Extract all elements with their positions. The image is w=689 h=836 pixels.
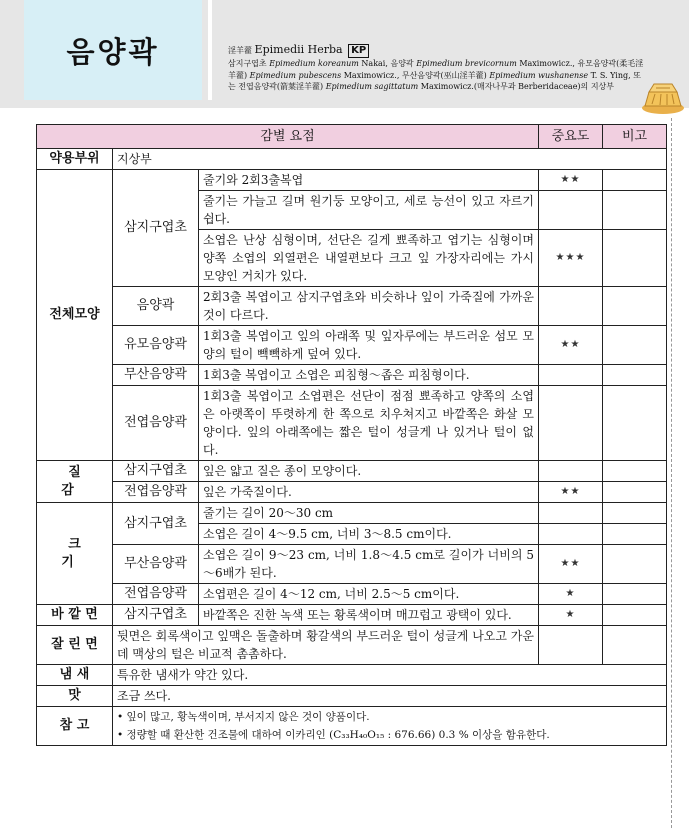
row-label-smell: 냄 새	[37, 665, 113, 686]
importance-stars: ★★	[539, 482, 603, 503]
row-label-outer: 바 깥 면	[37, 605, 113, 626]
table-row	[37, 707, 667, 746]
title-box	[24, 0, 202, 100]
remarks-cell	[603, 545, 667, 584]
table-row	[37, 149, 667, 170]
cut-text: 뒷면은 회록색이고 잎맥은 돌출하며 황갈색의 부드러운 털이 성글게 나오고 가운데 맥상의 털은 비교적 촘촘하다.	[113, 626, 539, 665]
header-remarks: 비고	[603, 125, 667, 149]
reference-notes	[113, 707, 667, 746]
binding-guide-line	[671, 118, 672, 828]
table-row	[37, 365, 667, 386]
table-row	[37, 170, 667, 191]
shape-samji-1: 줄기와 2회3출복엽	[199, 170, 539, 191]
remarks-cell	[603, 482, 667, 503]
reference-note-2: • 정량할 때 환산한 건조물에 대하여 이카리인 (C₃₃H₄₀O₁₅ : 676.66) 0.3 % 이상을 함유한다.	[117, 729, 550, 741]
importance-stars: ★★	[539, 326, 603, 365]
importance-stars: ★★★	[539, 230, 603, 287]
taste-text: 조금 쓰다.	[113, 686, 667, 707]
shape-samji-2: 줄기는 가늘고 길며 원기둥 모양이고, 세로 능선이 있고 자르기 쉽다.	[199, 191, 539, 230]
shape-yumo: 1회3출 복엽이고 잎의 아래쪽 및 잎자루에는 부드러운 섬모 모양의 털이 빽빽하게 덮여 있다.	[199, 326, 539, 365]
shape-eumyang: 2회3출 복엽이고 삼지구엽초와 비슷하나 잎이 가죽질에 가까운 것이 다르다.	[199, 287, 539, 326]
table-row	[37, 287, 667, 326]
table-row	[37, 584, 667, 605]
shape-musan: 1회3출 복엽이고 소엽은 피침형～좁은 피침형이다.	[199, 365, 539, 386]
header-main: 감별 요점	[37, 125, 539, 149]
remarks-cell	[603, 626, 667, 665]
size-species-musan: 무산음양곽	[113, 545, 199, 584]
table-row	[37, 545, 667, 584]
species-jeonyeop: 전엽음양곽	[113, 386, 199, 461]
remarks-cell	[603, 605, 667, 626]
size-jeonyeop: 소엽편은 길이 4～12 cm, 너비 2.5～5 cm이다.	[199, 584, 539, 605]
row-label-texture: 질 감	[37, 461, 113, 503]
table-header-row	[37, 125, 667, 149]
importance-stars	[539, 386, 603, 461]
texture-text: 잎은 얇고 질은 종이 모양이다.	[199, 461, 539, 482]
importance-stars: ★	[539, 605, 603, 626]
species-musan: 무산음양곽	[113, 365, 199, 386]
importance-stars	[539, 524, 603, 545]
table-row	[37, 503, 667, 524]
importance-stars	[539, 287, 603, 326]
remarks-cell	[603, 170, 667, 191]
herb-bundle-icon	[640, 78, 686, 116]
smell-text: 특유한 냄새가 약간 있다.	[113, 665, 667, 686]
herb-hanja: 淫羊藿	[228, 46, 252, 55]
kp-badge: KP	[348, 44, 369, 58]
size-samji-1: 줄기는 길이 20～30 cm	[199, 503, 539, 524]
title-divider	[208, 0, 212, 100]
remarks-cell	[603, 524, 667, 545]
importance-stars	[539, 461, 603, 482]
size-musan: 소엽은 길이 9～23 cm, 너비 1.8～4.5 cm로 길이가 너비의 5～6배가 된다.	[199, 545, 539, 584]
size-species-jeonyeop: 전엽음양곽	[113, 584, 199, 605]
table-row	[37, 605, 667, 626]
reference-note-1: • 잎이 많고, 황녹색이며, 부서지지 않은 것이 양품이다.	[117, 711, 370, 723]
table-row	[37, 686, 667, 707]
remarks-cell	[603, 461, 667, 482]
row-label-shape: 전체모양	[37, 170, 113, 461]
importance-stars	[539, 365, 603, 386]
row-label-part: 약용부위	[37, 149, 113, 170]
remarks-cell	[603, 230, 667, 287]
header-importance: 중요도	[539, 125, 603, 149]
remarks-cell	[603, 191, 667, 230]
table-row	[37, 626, 667, 665]
species-yumo: 유모음양곽	[113, 326, 199, 365]
importance-stars	[539, 626, 603, 665]
outer-text: 바깥쪽은 진한 녹색 또는 황록색이며 매끄럽고 광택이 있다.	[199, 605, 539, 626]
remarks-cell	[603, 326, 667, 365]
remarks-cell	[603, 386, 667, 461]
row-label-ref: 참 고	[37, 707, 113, 746]
herb-description	[228, 44, 648, 93]
shape-jeonyeop: 1회3출 복엽이고 소엽편은 선단이 점점 뾰족하고 양쪽의 소엽은 아랫쪽이 뚜렷하게 한 쪽으로 치우쳐지고 바깥쪽은 화살 모양이다. 잎의 아래쪽에는 짧은 털이 성글게 나 있거나 털이 없다.	[199, 386, 539, 461]
remarks-cell	[603, 503, 667, 524]
importance-stars: ★	[539, 584, 603, 605]
species-eumyang: 음양곽	[113, 287, 199, 326]
table-row	[37, 482, 667, 503]
texture-species: 삼지구엽초	[113, 461, 199, 482]
importance-stars: ★★	[539, 170, 603, 191]
species-samji: 삼지구엽초	[113, 170, 199, 287]
remarks-cell	[603, 365, 667, 386]
texture-text: 잎은 가죽질이다.	[199, 482, 539, 503]
table-row	[37, 461, 667, 482]
texture-species: 전엽음양곽	[113, 482, 199, 503]
part-value: 지상부	[113, 149, 667, 170]
row-label-size: 크 기	[37, 503, 113, 605]
importance-stars	[539, 503, 603, 524]
table-row	[37, 326, 667, 365]
remarks-cell	[603, 584, 667, 605]
remarks-cell	[603, 287, 667, 326]
row-label-cut: 잘 린 면	[37, 626, 113, 665]
identification-table	[36, 124, 667, 746]
importance-stars: ★★	[539, 545, 603, 584]
table-row	[37, 386, 667, 461]
table-row	[37, 665, 667, 686]
size-samji-2: 소엽은 길이 4～9.5 cm, 너비 3～8.5 cm이다.	[199, 524, 539, 545]
herb-latin-name: Epimedii Herba	[254, 43, 343, 56]
page-title: 음양곽	[66, 34, 160, 69]
size-species-samji: 삼지구엽초	[113, 503, 199, 545]
herb-name-line	[228, 44, 648, 58]
importance-stars	[539, 191, 603, 230]
herb-origin: 삼지구엽초 Epimedium koreanum Nakai, 음양곽 Epimedium brevicornum Maximowicz., 유모음양곽(柔毛淫羊藿) Epimedium pubescens Maximowicz., 무산음양곽(巫山淫羊藿) Epimedium wushanense T. S. Ying, 또는 전엽음양곽(箭葉淫羊藿) Epimedium sagittatum Maximowicz.(매자나무과 Berberidaceae)의 지상부	[228, 59, 644, 91]
shape-samji-3: 소엽은 난상 심형이며, 선단은 길게 뾰족하고 엽기는 심형이며 양쪽 소엽의 외열편은 내열편보다 크고 잎 가장자리에는 가시 모양인 거치가 있다.	[199, 230, 539, 287]
row-label-taste: 맛	[37, 686, 113, 707]
outer-species: 삼지구엽초	[113, 605, 199, 626]
